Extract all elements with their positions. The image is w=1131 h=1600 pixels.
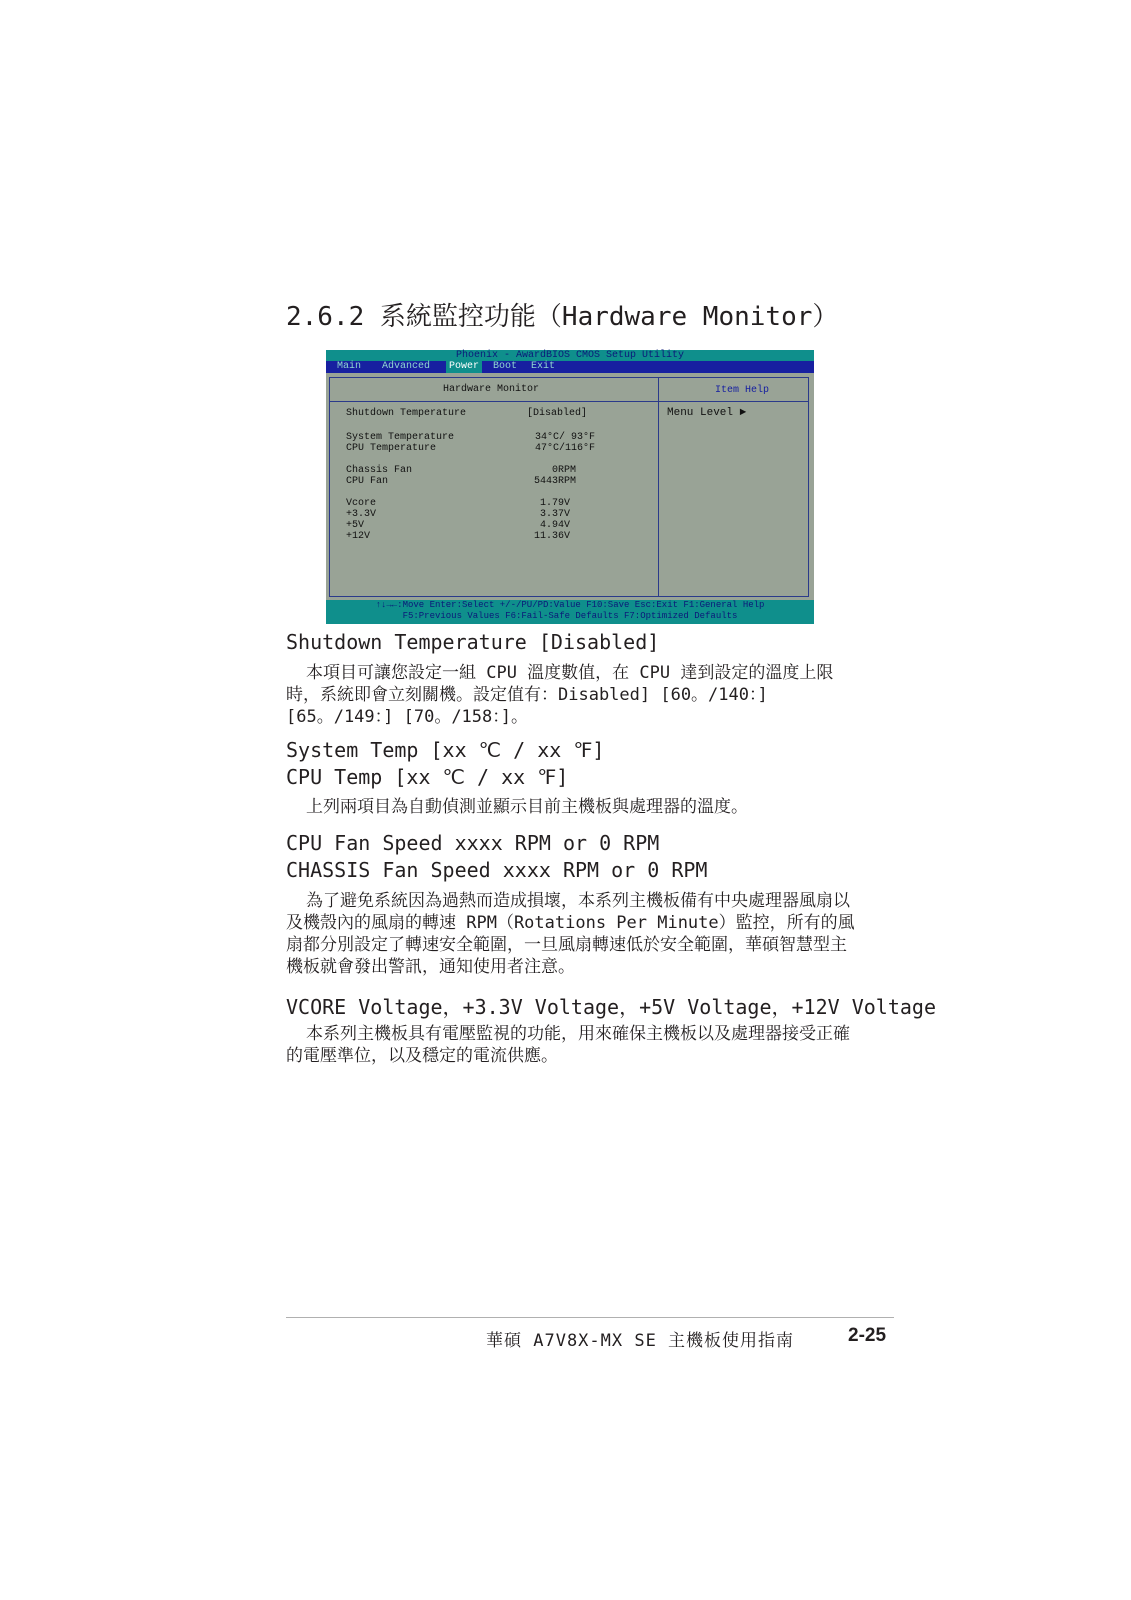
bios-menu-power: Power <box>446 361 482 373</box>
bios-panel-title: Hardware Monitor <box>443 384 540 395</box>
bios-menu-advanced: Advanced <box>382 361 431 372</box>
bios-row-label: +12V <box>346 531 371 542</box>
footer-rule <box>286 1317 894 1318</box>
temp-text: 上列兩項目為自動偵測並顯示目前主機板與處理器的溫度。 <box>306 797 748 817</box>
bios-screenshot <box>326 350 814 624</box>
shutdown-temp-title: Shutdown Temperature [Disabled] <box>286 630 660 654</box>
bios-key-legend <box>326 600 814 624</box>
bios-menu-exit: Exit <box>531 361 556 372</box>
bios-row-value: 34°C/ 93°F <box>534 432 595 443</box>
bios-row-value: 0RPM <box>551 465 576 476</box>
bios-row-label: Shutdown Temperature <box>346 408 467 419</box>
page-number: 2-25 <box>848 1325 887 1346</box>
voltage-text: 本系列主機板具有電壓監視的功能，用來確保主機板以及處理器接受正確的電壓準位，以及穩定的電流供應。 <box>286 1024 850 1066</box>
voltage-title: VCORE Voltage，+3.3V Voltage，+5V Voltage，+12V Voltage <box>286 995 937 1019</box>
bios-row-label: Vcore <box>346 498 377 509</box>
bios-menu-main: Main <box>337 361 362 372</box>
bios-row-value: [Disabled] <box>526 408 587 419</box>
bios-row-value: 3.37V <box>539 509 570 520</box>
shutdown-temp-text: 本項目可讓您設定一組 CPU 溫度數值，在 CPU 達到設定的溫度上限時，系統即會立刻關機。設定值有：Disabled] [60。/140：] [65。/149：] [70。/158：]。 <box>286 663 834 727</box>
bios-row-value: 1.79V <box>539 498 570 509</box>
bios-menu-level: Menu Level ► <box>667 407 747 419</box>
bios-key-legend-line2: F5:Previous Values F6:Fail-Safe Defaults F7:Optimized Defaults <box>402 611 738 621</box>
bios-row-label: CPU Temperature <box>346 443 437 454</box>
bios-header-rule <box>330 401 808 402</box>
bios-key-legend-line1: ↑↓→←:Move Enter:Select +/-/PU/PD:Value F10:Save Esc:Exit F1:General Help <box>375 600 765 610</box>
bios-row-value: 47°C/116°F <box>534 443 595 454</box>
chassis-fan-title: CHASSIS Fan Speed xxxx RPM or 0 RPM <box>286 858 708 882</box>
bios-menu-boot: Boot <box>493 361 518 372</box>
bios-menu-bar <box>326 361 814 373</box>
bios-row-label: CPU Fan <box>346 476 389 487</box>
bios-title-bar: Phoenix - AwardBIOS CMOS Setup Utility <box>326 350 814 361</box>
bios-panel <box>329 377 809 597</box>
cpu-temp-title: CPU Temp [xx ℃ / xx ℉] <box>286 765 569 789</box>
bios-row-label: +5V <box>346 520 365 531</box>
bios-row-label: +3.3V <box>346 509 377 520</box>
section-heading: 2.6.2 系統監控功能（Hardware Monitor） <box>286 302 839 332</box>
bios-help-title: Item Help <box>715 385 770 396</box>
bios-row-value: 11.36V <box>533 531 570 542</box>
bios-row-label: System Temperature <box>346 432 455 443</box>
cpu-fan-title: CPU Fan Speed xxxx RPM or 0 RPM <box>286 831 660 855</box>
bios-row-value: 5443RPM <box>533 476 576 487</box>
bios-row-value: 4.94V <box>539 520 570 531</box>
fan-text: 為了避免系統因為過熱而造成損壞，本系列主機板備有中央處理器風扇以及機殼內的風扇的轉速 RPM（Rotations Per Minute）監控，所有的風扇都分別設定了轉速安全範圍，一旦風扇轉速低於安全範圍，華碩智慧型主機板就會發出警訊，通知使用者注意。 <box>286 891 855 977</box>
system-temp-title: System Temp [xx ℃ / xx ℉] <box>286 738 605 762</box>
bios-divider <box>658 378 659 596</box>
footer-title: 華碩 A7V8X-MX SE 主機板使用指南 <box>486 1331 795 1351</box>
bios-row-label: Chassis Fan <box>346 465 413 476</box>
